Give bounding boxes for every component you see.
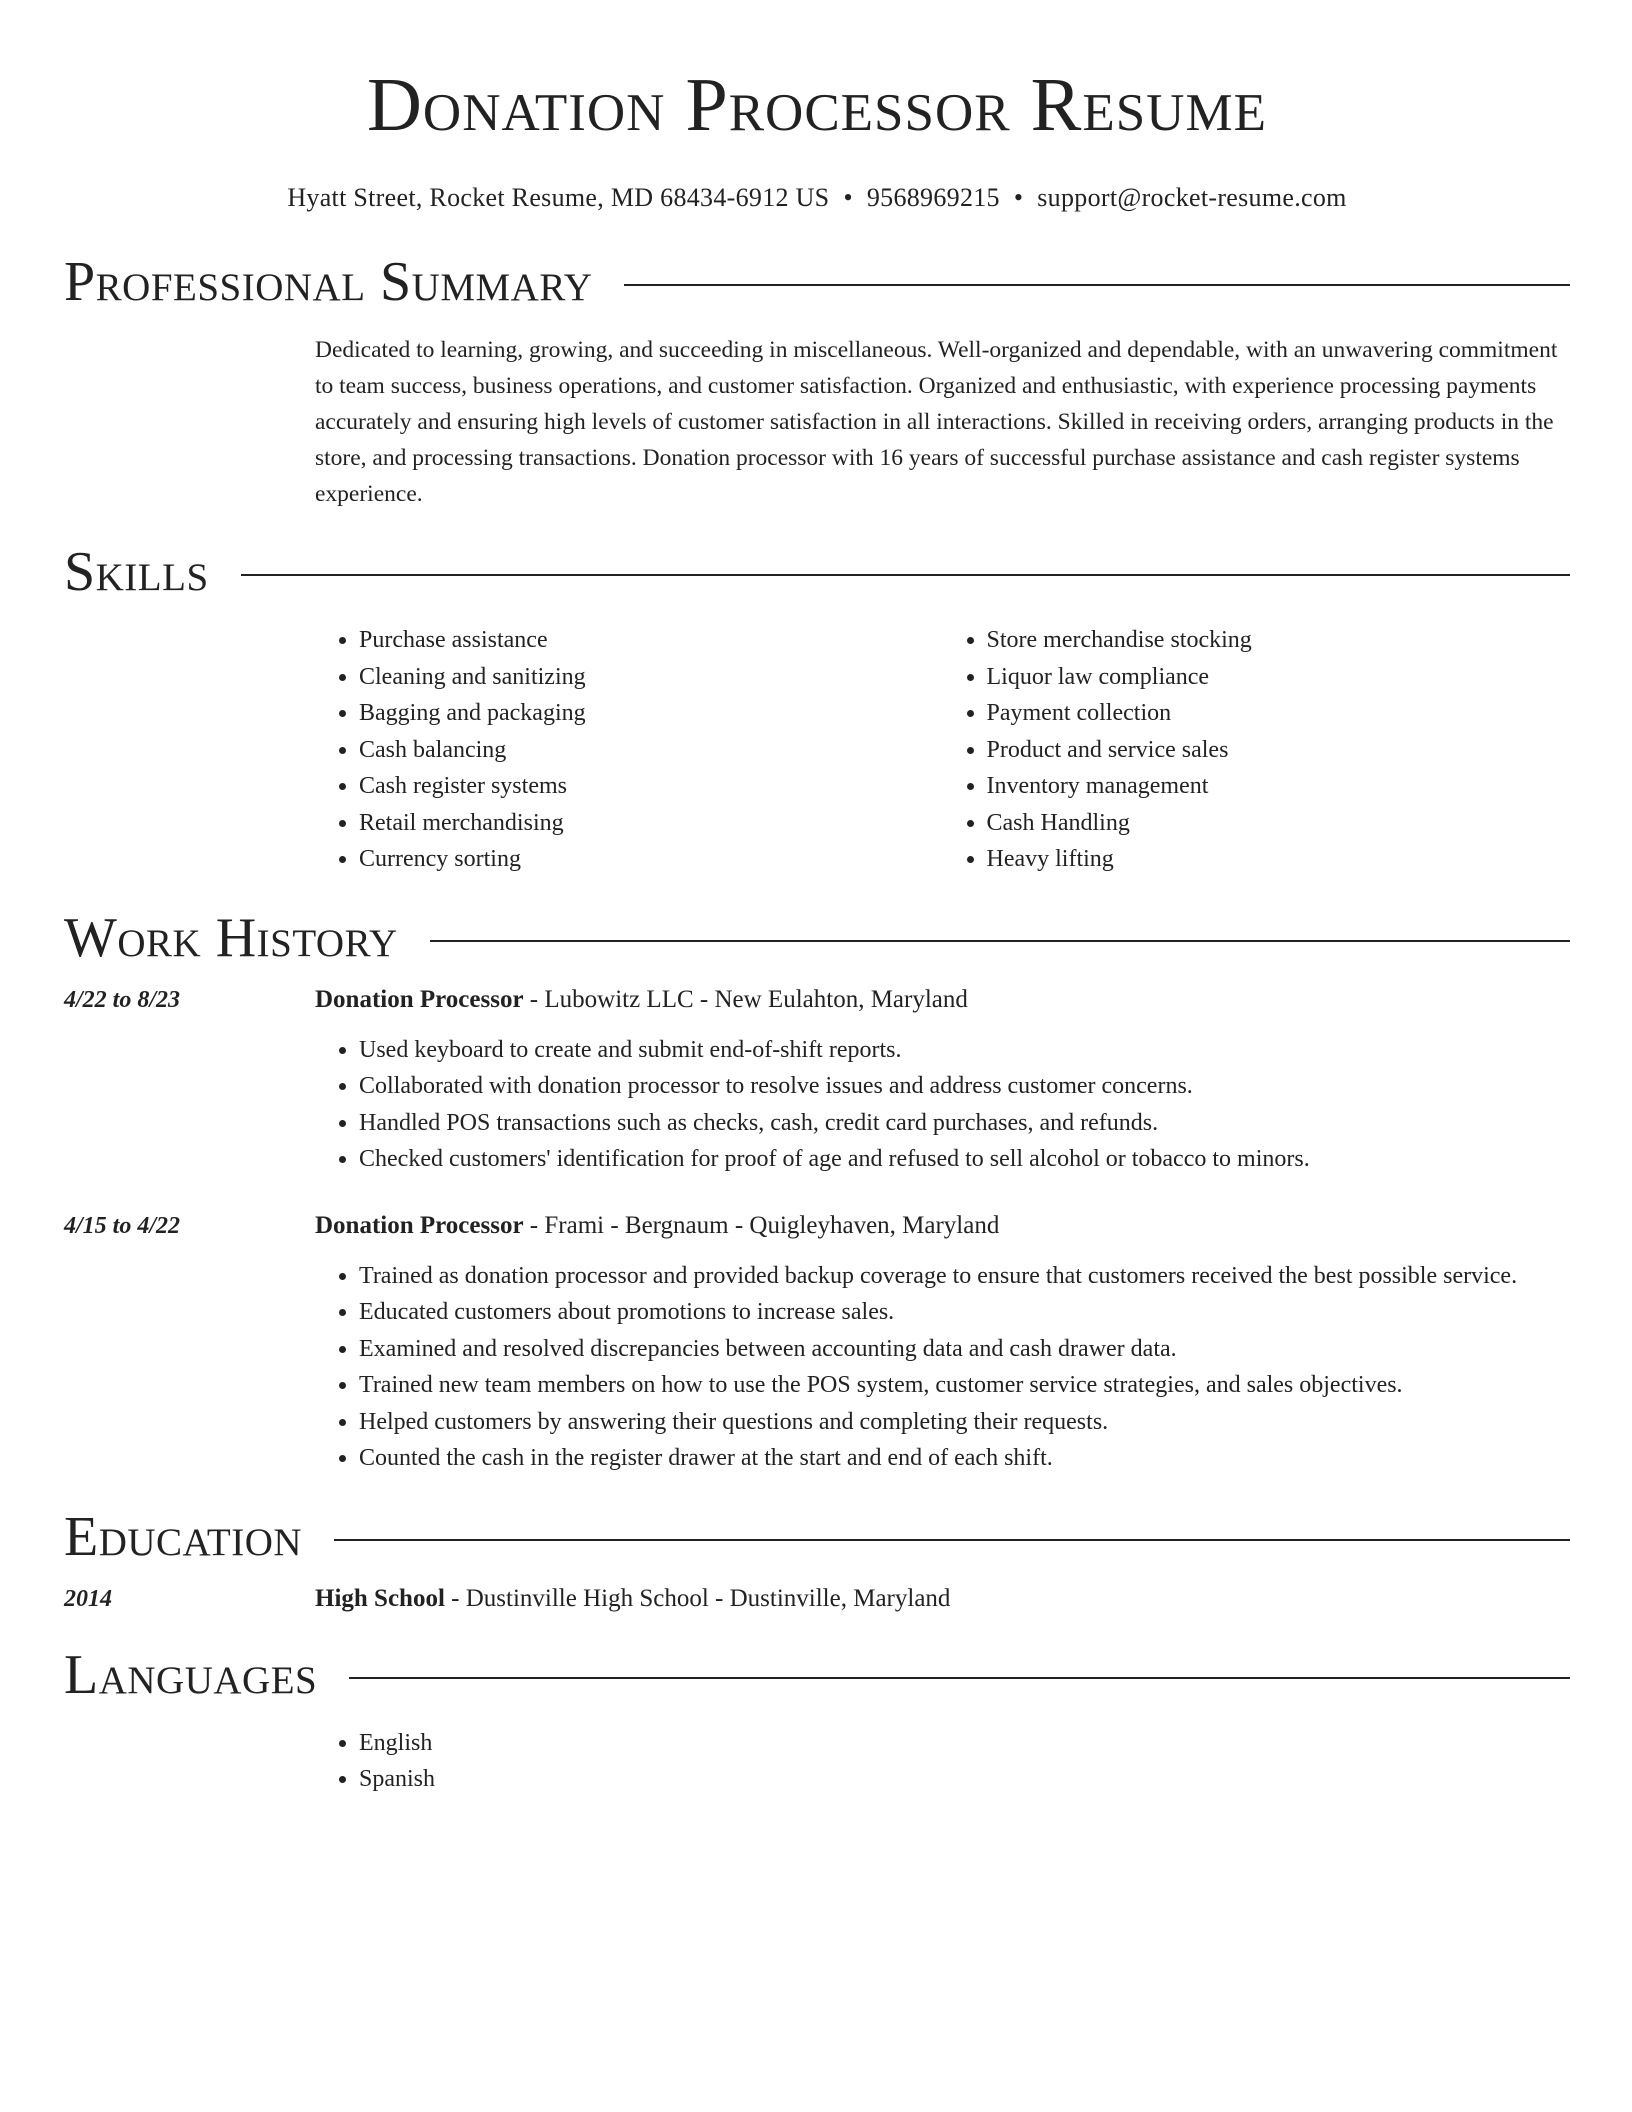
separator: • bbox=[1013, 183, 1024, 212]
resume-title: Donation Processor Resume bbox=[367, 63, 1267, 147]
phone: 9568969215 bbox=[866, 183, 1000, 212]
email: support@rocket-resume.com bbox=[1037, 183, 1347, 212]
section-rule bbox=[241, 574, 1570, 576]
job-body bbox=[315, 1208, 1517, 1477]
section-rule bbox=[430, 940, 1570, 942]
section-header-summary bbox=[64, 252, 1570, 312]
education-date: 2014 bbox=[64, 1585, 112, 1612]
section-rule bbox=[334, 1539, 1570, 1541]
skill-item: • Inventory management bbox=[987, 768, 1571, 805]
job-bullet: • Educated customers about promotions to increase sales. bbox=[359, 1294, 1517, 1331]
language-item: • Spanish bbox=[359, 1761, 1570, 1798]
section-title-summary: Professional Summary bbox=[64, 251, 593, 313]
section-title-skills: Skills bbox=[64, 541, 209, 603]
job-bullets bbox=[315, 1258, 1517, 1477]
job-bullet: • Examined and resolved discrepancies between accounting data and cash drawer data. bbox=[359, 1331, 1517, 1368]
job-heading bbox=[315, 1208, 1517, 1244]
job-entry bbox=[64, 982, 1570, 1178]
section-header-work bbox=[64, 908, 1570, 968]
skill-item: • Heavy lifting bbox=[987, 841, 1571, 878]
education-degree: High School bbox=[315, 1584, 445, 1612]
education-details: - Dustinville High School - Dustinville, Maryland bbox=[444, 1584, 951, 1612]
skill-item: • Cash Handling bbox=[987, 805, 1571, 842]
skill-item: • Liquor law compliance bbox=[987, 659, 1571, 696]
summary-text: Dedicated to learning, growing, and succeeding in miscellaneous. Well-organized and dependable, with an unwavering commitment to team success, business operations, and customer satisfaction. Organized and enthusiastic, with experience processing payments accurately and ensuring high levels of customer satisfaction in all interactions. Skilled in receiving orders, arranging products in the store, and processing transactions. Donation processor with 16 years of successful purchase assistance and cash register systems experience. bbox=[315, 337, 1558, 507]
education-entry bbox=[64, 1581, 1570, 1617]
skills-list bbox=[315, 622, 1570, 878]
section-header-skills bbox=[64, 542, 1570, 602]
job-bullet: • Checked customers' identification for proof of age and refused to sell alcohol or tobacco to minors. bbox=[359, 1141, 1310, 1178]
section-rule bbox=[624, 284, 1570, 286]
section-title-work: Work History bbox=[64, 906, 398, 969]
skill-item: • Purchase assistance bbox=[359, 622, 943, 659]
skills-column-right bbox=[943, 622, 1571, 878]
skill-item: • Currency sorting bbox=[359, 841, 943, 878]
contact-line bbox=[64, 182, 1570, 214]
separator: • bbox=[843, 183, 853, 212]
skill-item: • Cash register systems bbox=[359, 768, 943, 805]
job-bullet: • Used keyboard to create and submit end-of-shift reports. bbox=[359, 1032, 1310, 1069]
education-heading bbox=[315, 1581, 950, 1617]
skill-item: • Product and service sales bbox=[987, 732, 1571, 769]
address: Hyatt Street, Rocket Resume, MD 68434-6912 US bbox=[287, 183, 830, 212]
job-bullet: • Collaborated with donation processor to resolve issues and address customer concerns. bbox=[359, 1068, 1310, 1105]
job-bullet: • Handled POS transactions such as checks, cash, credit card purchases, and refunds. bbox=[359, 1105, 1310, 1142]
skill-item: • Store merchandise stocking bbox=[987, 622, 1571, 659]
skill-item: • Cash balancing bbox=[359, 732, 943, 769]
job-details: - Frami - Bergnaum - Quigleyhaven, Maryland bbox=[523, 1211, 1000, 1239]
job-bullet: • Trained as donation processor and provided backup coverage to ensure that customers received the best possible service. bbox=[359, 1258, 1517, 1295]
section-rule bbox=[349, 1677, 1570, 1679]
skill-item: • Cleaning and sanitizing bbox=[359, 659, 943, 696]
job-body bbox=[315, 982, 1310, 1178]
job-role: Donation Processor bbox=[315, 1211, 524, 1239]
skills-column-left bbox=[315, 622, 943, 878]
skill-item: • Retail merchandising bbox=[359, 805, 943, 842]
section-header-languages bbox=[64, 1645, 1570, 1705]
job-entry bbox=[64, 1208, 1570, 1477]
section-title-education: Education bbox=[64, 1505, 303, 1568]
section-title-languages: Languages bbox=[64, 1643, 318, 1706]
job-bullets bbox=[315, 1032, 1310, 1178]
languages-list bbox=[315, 1725, 1570, 1798]
job-date: 4/22 to 8/23 bbox=[64, 986, 181, 1013]
language-item: • English bbox=[359, 1725, 1570, 1762]
job-details: - Lubowitz LLC - New Eulahton, Maryland bbox=[523, 985, 968, 1013]
job-heading bbox=[315, 982, 1310, 1018]
languages-bullets bbox=[315, 1725, 1570, 1798]
job-bullet: • Helped customers by answering their questions and completing their requests. bbox=[359, 1404, 1517, 1441]
job-bullet: • Counted the cash in the register drawer at the start and end of each shift. bbox=[359, 1440, 1517, 1477]
job-bullet: • Trained new team members on how to use the POS system, customer service strategies, and sales objectives. bbox=[359, 1367, 1517, 1404]
skill-item: • Payment collection bbox=[987, 695, 1571, 732]
skill-item: • Bagging and packaging bbox=[359, 695, 943, 732]
job-role: Donation Processor bbox=[315, 985, 524, 1013]
job-date: 4/15 to 4/22 bbox=[64, 1212, 181, 1239]
section-header-education bbox=[64, 1507, 1570, 1567]
